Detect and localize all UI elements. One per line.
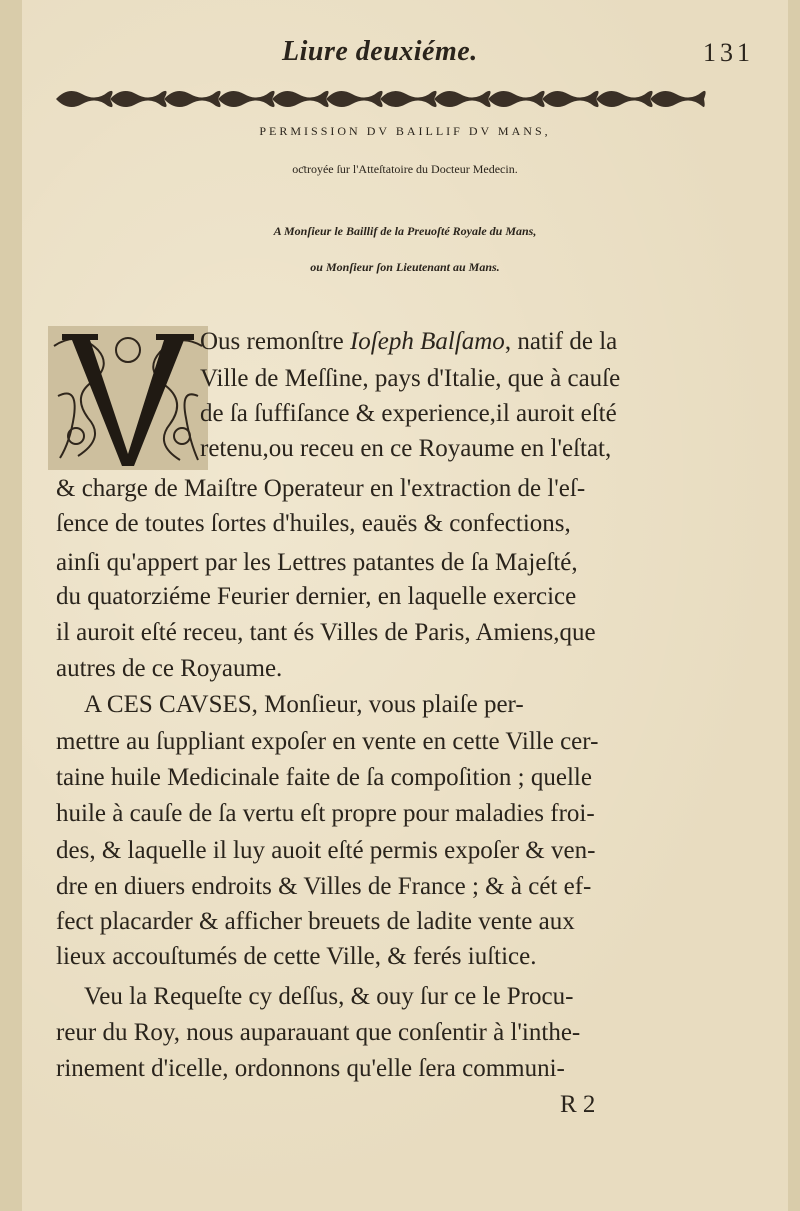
body-line: dre en diuers endroits & Villes de France ; & à cét ef- — [56, 873, 592, 900]
body-line: des, & laquelle il luy auoit eſté permis expoſer & ven- — [56, 837, 596, 864]
body-line: autres de ce Royaume. — [56, 655, 283, 682]
signature-mark: R 2 — [560, 1091, 596, 1118]
ornamental-band — [56, 86, 706, 112]
body-line — [200, 327, 617, 357]
body-line: & charge de Maiſtre Operateur en l'extraction de l'eſ- — [56, 475, 586, 502]
body-line-1-start: Ous remonſtre — [200, 328, 350, 355]
address-line-2: ou Monſieur ſon Lieutenant au Mans. — [310, 260, 500, 274]
body-line: du quatorziéme Feurier dernier, en laquelle exercice — [56, 583, 577, 610]
body-line: huile à cauſe de ſa vertu eſt propre pour maladies froi- — [56, 800, 595, 827]
body-line: retenu,ou receu en ce Royaume en l'eſtat, — [200, 435, 612, 462]
body-line: A CES CAVSES, Monſieur, vous plaiſe per- — [84, 691, 524, 718]
running-title: Liure deuxiéme. — [282, 36, 478, 67]
body-line: mettre au ſuppliant expoſer en vente en cette Ville cer- — [56, 728, 599, 755]
petitioner-name: Ioſeph Balſamo — [349, 328, 505, 355]
body-line: il auroit eſté receu, tant és Villes de Paris, Amiens,que — [56, 619, 596, 646]
ornamental-drop-cap — [48, 326, 208, 470]
body-line: ainſi qu'appert par les Lettres patantes de ſa Majeſté, — [56, 549, 578, 576]
book-page — [22, 0, 788, 1211]
body-line-1-end: , natif de la — [504, 328, 618, 355]
page-number: 131 — [703, 38, 754, 67]
page-header — [22, 36, 788, 80]
document-subtitle: oƈtroyée ſur l'Atteſtatoire du Docteur Medecin. — [292, 162, 518, 176]
body-line: taine huile Medicinale faite de ſa compoſition ; quelle — [56, 764, 592, 791]
body-line: Veu la Requeſte cy deſſus, & ouy ſur ce le Procu- — [84, 983, 574, 1010]
document-title: PERMISSION DV BAILLIF DV MANS, — [259, 124, 551, 138]
body-line: ſence de toutes ſortes d'huiles, eauës & confections, — [56, 510, 571, 537]
body-line: lieux accouſtumés de cette Ville, & ferés iuſtice. — [56, 943, 537, 970]
address-line-1: A Monſieur le Baillif de la Preuoſté Royale du Mans, — [273, 224, 537, 238]
body-line: Ville de Meſſine, pays d'Italie, que à cauſe — [200, 365, 621, 392]
body-line: fect placarder & afficher breuets de ladite vente aux — [56, 908, 575, 935]
body-line: rinement d'icelle, ordonnons qu'elle ſera communi- — [56, 1055, 565, 1082]
body-line: de ſa ſuffiſance & experience,il auroit eſté — [200, 400, 617, 427]
body-line: reur du Roy, nous auparauant que conſentir à l'inthe- — [56, 1019, 581, 1046]
